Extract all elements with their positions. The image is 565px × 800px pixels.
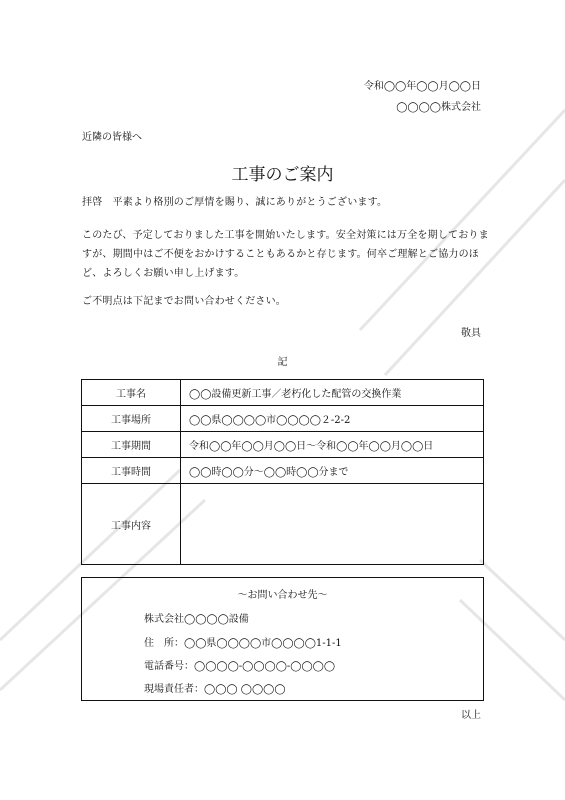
row-value: ◯◯県◯◯◯◯市◯◯◯◯２-2-2 [181,406,484,432]
row-value: ◯◯時◯◯分～◯◯時◯◯分まで [181,458,484,484]
greeting: 拝啓 平素より格別のご厚情を賜り、誠にありがとうございます。 [82,197,388,208]
contact-company: 株式会社◯◯◯◯設備 [144,614,249,625]
address-label: 住 所： [144,638,184,649]
date: 令和◯◯年◯◯月◯◯日 [363,81,481,92]
row-value: 令和◯◯年◯◯月◯◯日～令和◯◯年◯◯月◯◯日 [181,432,484,458]
table-row [82,406,484,432]
manager-value: ◯◯◯ ◯◯◯◯ [204,684,286,695]
addressee: 近隣の皆様へ [82,132,142,143]
contact-manager [144,680,286,695]
details-table [81,379,484,565]
ki-heading: 記 [277,357,288,368]
paragraph-1 [82,226,492,283]
row-label: 工事期間 [82,432,181,458]
page-title: 工事のご案内 [231,165,334,185]
contact-heading: ～お問い合わせ先～ [237,590,328,601]
contact-box [81,577,484,701]
paragraph-line: このたび、予定しておりました工事を開始いたします。安全対策には万全を期しておりま [82,230,489,241]
row-label: 工事内容 [82,484,181,565]
paragraph-line: ど、よろしくお願い申し上げます。 [82,268,245,279]
table-row [82,380,484,406]
table-row [82,484,484,565]
phone-value: ◯◯◯◯-◯◯◯◯-◯◯◯◯ [194,661,336,672]
table-row [82,458,484,484]
contact-phone [144,657,335,672]
table-row [82,432,484,458]
row-label: 工事名 [82,380,181,406]
address-value: ◯◯県◯◯◯◯市◯◯◯◯1-1-1 [184,638,342,649]
contact-address [144,634,342,649]
phone-label: 電話番号： [144,661,194,672]
paragraph-2: ご不明点は下記までお問い合わせください。 [82,296,286,307]
ijo: 以上 [461,710,481,721]
row-label: 工事時間 [82,458,181,484]
manager-label: 現場責任者： [144,684,204,695]
row-label: 工事場所 [82,406,181,432]
sender-company: ◯◯◯◯株式会社 [396,102,481,113]
row-value: ◯◯設備更新工事／老朽化した配管の交換作業 [181,380,484,406]
closing: 敬具 [461,328,481,339]
paragraph-line: すが、期間中はご不便をおかけすることもあるかと存じます。何卒ご理解とご協力のほ [82,249,479,260]
row-value [181,484,484,565]
